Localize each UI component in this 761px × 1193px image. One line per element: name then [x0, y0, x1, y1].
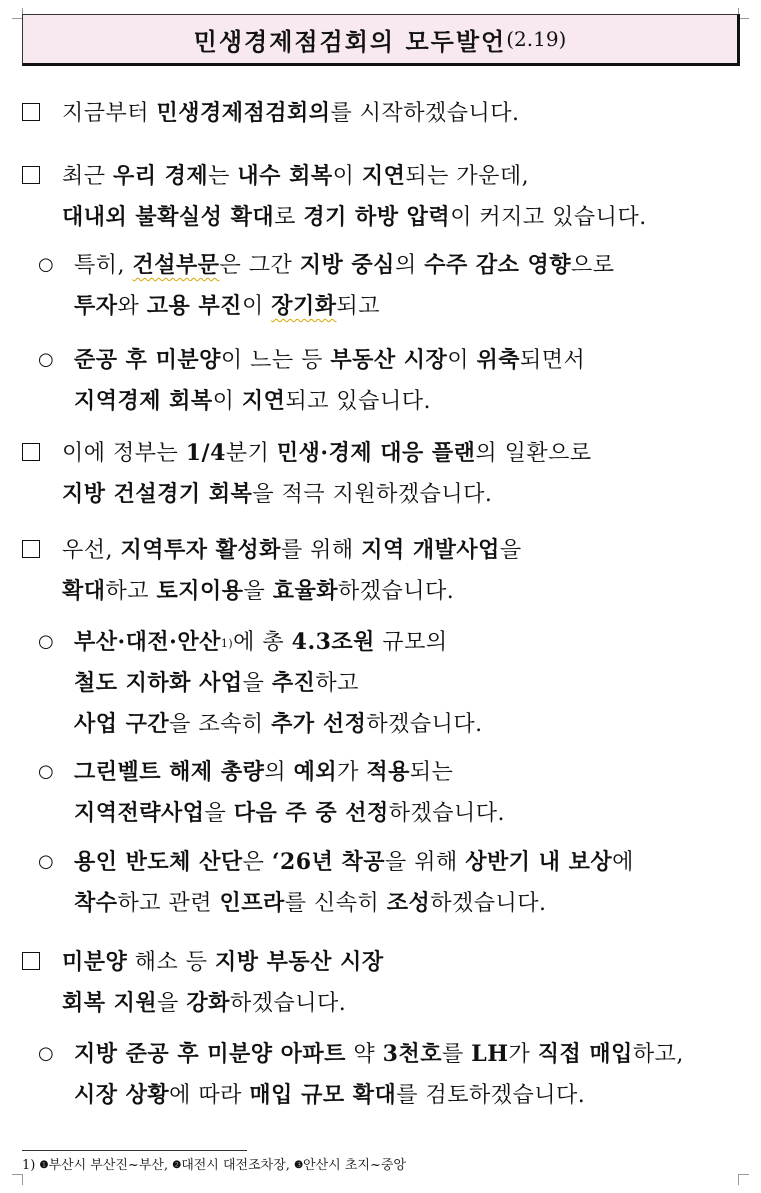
text-line: [22, 93, 749, 134]
bullet-lh-purchase: [22, 1034, 749, 1116]
text-line: [22, 1034, 749, 1075]
paragraph-regional-investment: [22, 530, 749, 612]
text-segment: 지금부터: [62, 101, 157, 126]
text-segment: 지방 건설경기 회복: [62, 481, 253, 507]
bullet-circle-icon: ○: [38, 349, 55, 370]
footnote-ref: 1): [220, 637, 234, 650]
text-segment: 로: [274, 205, 304, 230]
footnote-num-2: ❷: [172, 1160, 182, 1171]
text-segment: 대전시 대전조차장,: [181, 1158, 295, 1173]
bullet-circle-icon: ○: [38, 761, 55, 782]
text-segment: 예외: [293, 759, 338, 785]
text-segment: 가: [337, 760, 367, 785]
page-title: [22, 14, 740, 66]
text-segment: 되고 있습니다.: [285, 389, 431, 414]
text-segment: 매입 규모 확대: [249, 1082, 397, 1108]
text-segment: 는: [208, 164, 238, 189]
bullet-greenbelt: [22, 752, 749, 834]
text-line: [22, 197, 749, 238]
text-segment: 되고: [336, 294, 380, 319]
text-segment: 회복 지원: [62, 990, 158, 1016]
text-segment: 우선,: [62, 538, 121, 563]
text-segment: 이: [241, 294, 272, 319]
text-segment: 을 조속히: [169, 712, 272, 737]
text-segment: 이: [212, 389, 242, 414]
text-line: [22, 663, 749, 704]
text-line: [22, 381, 749, 422]
bullet-construction: [22, 245, 749, 327]
text-segment: 를 시작하겠습니다.: [330, 101, 520, 126]
text-segment: 확대: [62, 578, 106, 604]
text-segment: 수주 감소 영향: [424, 252, 572, 278]
text-segment: 은 그간: [219, 253, 300, 278]
text-segment: 를 검토하겠습니다.: [396, 1083, 586, 1108]
text-segment: 조성: [386, 890, 431, 916]
corner-mark-bottom-left: [12, 1174, 23, 1185]
text-segment: 그린벨트 해제 총량: [74, 759, 265, 785]
text-segment: 의: [264, 760, 294, 785]
text-line: [22, 571, 749, 612]
text-line: [22, 983, 749, 1024]
text-segment: 으로: [571, 253, 615, 278]
text-line: [22, 793, 749, 834]
footnote-num-1: ❶: [39, 1160, 49, 1171]
text-segment: 민생경제점검회의: [156, 100, 331, 126]
title-main: 민생경제점검회의 모두발언: [193, 26, 507, 56]
text-segment: 부산·대전·안산: [74, 629, 221, 655]
footnote-label: 1): [22, 1158, 36, 1173]
text-segment: 건설부문: [132, 252, 220, 278]
text-segment: 이 커지고 있습니다.: [450, 205, 647, 230]
text-segment: 하고 관련: [117, 891, 220, 916]
corner-mark-bottom-right: [738, 1174, 749, 1185]
bullet-housing: [22, 340, 749, 422]
bullet-circle-icon: ○: [38, 1043, 55, 1064]
text-segment: 지역전략사업: [74, 800, 205, 826]
paragraph-unsold-housing: [22, 942, 749, 1024]
text-segment: 부산시 부산진~부산,: [48, 1158, 173, 1173]
text-line: [22, 622, 749, 663]
text-segment: 4.3조원: [291, 629, 375, 655]
text-segment: 사업 구간: [74, 711, 170, 737]
text-segment: 의 일환으로: [475, 441, 592, 466]
bullet-circle-icon: ○: [38, 254, 55, 275]
text-segment: 를: [441, 1042, 472, 1067]
text-segment: 3천호: [382, 1041, 442, 1067]
text-segment: 하고: [315, 671, 359, 696]
text-segment: 해소 등: [127, 950, 216, 975]
text-segment: 을: [243, 579, 273, 604]
text-segment: 내수 회복: [237, 163, 333, 189]
text-segment: 강화: [186, 990, 230, 1016]
text-segment: 하고,: [632, 1042, 684, 1067]
text-segment: 토지이용: [156, 578, 244, 604]
text-segment: 용인 반도체 산단: [74, 849, 243, 875]
text-segment: 이 느는 등: [220, 348, 331, 373]
text-segment: 이: [332, 164, 362, 189]
text-segment: 추가 선정: [271, 711, 367, 737]
text-segment: 지역 개발사업: [361, 537, 500, 563]
text-line: [22, 1075, 749, 1116]
paragraph-opening: [22, 93, 749, 134]
text-line: [22, 286, 749, 327]
footnote-divider: [22, 1150, 247, 1151]
text-segment: 에 따라: [169, 1083, 250, 1108]
text-segment: 착수: [74, 890, 118, 916]
text-segment: 지방 중심: [299, 252, 395, 278]
text-segment: 장기화: [271, 293, 337, 319]
bullet-circle-icon: ○: [38, 851, 55, 872]
text-segment: 경기 하방 압력: [303, 204, 451, 230]
text-segment: 되는 가운데,: [405, 164, 530, 189]
bullet-circle-icon: ○: [38, 631, 55, 652]
text-segment: 직접 매입: [537, 1041, 633, 1067]
text-segment: 추진: [271, 670, 316, 696]
text-segment: ‘26년 착공: [271, 849, 386, 875]
text-segment: 안산시 초지~중앙: [303, 1158, 406, 1173]
text-segment: 부동산 시장: [330, 347, 448, 373]
text-line: [22, 340, 749, 381]
text-segment: 상반기 내 보상: [465, 849, 613, 875]
text-segment: 지방 부동산 시장: [215, 949, 384, 975]
text-segment: 이: [447, 348, 477, 373]
text-segment: 을: [242, 671, 272, 696]
text-segment: 지연: [361, 163, 406, 189]
text-segment: 되는: [409, 760, 454, 785]
text-segment: 하고: [105, 579, 157, 604]
text-segment: 하겠습니다.: [229, 991, 347, 1016]
text-segment: 지역투자 활성화: [120, 537, 281, 563]
text-segment: 을: [499, 538, 522, 563]
text-line: [22, 245, 749, 286]
text-segment: 을 적극 지원하겠습니다.: [252, 482, 493, 507]
text-line: [22, 704, 749, 745]
text-segment: 을: [157, 991, 187, 1016]
text-segment: 우리 경제: [113, 163, 209, 189]
text-segment: 대내외 불확실성 확대: [62, 204, 275, 230]
footnote: [22, 1157, 406, 1175]
text-segment: 준공 후 미분양: [74, 347, 221, 373]
text-segment: 하겠습니다.: [388, 801, 506, 826]
text-segment: 민생·경제 대응 플랜: [276, 440, 476, 466]
text-segment: 를 신속히: [284, 891, 387, 916]
text-line: [22, 942, 749, 983]
paragraph-government-plan: [22, 433, 749, 515]
text-line: [22, 883, 749, 924]
text-segment: 인프라: [219, 890, 285, 916]
text-segment: 1/4: [185, 440, 226, 466]
text-line: [22, 156, 749, 197]
text-line: [22, 530, 749, 571]
bullet-semiconductor: [22, 842, 749, 924]
text-segment: 철도 지하화 사업: [74, 670, 243, 696]
text-segment: LH: [471, 1041, 509, 1067]
text-segment: 다음 주 중 선정: [233, 800, 389, 826]
text-segment: 되면서: [520, 348, 586, 373]
text-segment: 하겠습니다.: [366, 712, 483, 737]
text-segment: 특히,: [74, 253, 133, 278]
text-segment: 규모의: [374, 630, 448, 655]
text-segment: 고용 부진: [146, 293, 242, 319]
text-segment: 분기: [225, 441, 277, 466]
text-segment: 효율화: [272, 578, 339, 604]
text-segment: 시장 상황: [74, 1082, 170, 1108]
text-segment: 지역경제 회복: [74, 388, 213, 414]
text-segment: 위축: [476, 347, 521, 373]
text-segment: 와: [117, 294, 147, 319]
text-segment: 최근: [62, 164, 113, 189]
text-segment: 을: [204, 801, 234, 826]
text-line: [22, 433, 749, 474]
title-date: (2.19): [506, 27, 567, 51]
text-line: [22, 474, 749, 515]
text-segment: 지방 준공 후 미분양 아파트: [74, 1041, 346, 1067]
text-segment: 하겠습니다.: [430, 891, 547, 916]
text-segment: 의: [394, 253, 425, 278]
text-segment: 약: [345, 1042, 383, 1067]
text-segment: 이에 정부는: [62, 441, 186, 466]
text-line: [22, 842, 749, 883]
text-segment: 은: [242, 850, 272, 875]
text-segment: 를 위해: [280, 538, 362, 563]
text-segment: 지연: [241, 388, 286, 414]
text-line: [22, 752, 749, 793]
text-segment: 적용: [366, 759, 410, 785]
text-segment: 가: [508, 1042, 538, 1067]
text-segment: 하겠습니다.: [338, 579, 455, 604]
paragraph-economy: [22, 156, 749, 238]
text-segment: 투자: [74, 293, 118, 319]
text-segment: 미분양: [62, 949, 128, 975]
footnote-num-3: ❸: [294, 1160, 304, 1171]
text-segment: 에: [612, 850, 634, 875]
text-segment: 에 총: [233, 630, 292, 655]
bullet-railway: [22, 622, 749, 745]
text-segment: 을 위해: [385, 850, 466, 875]
